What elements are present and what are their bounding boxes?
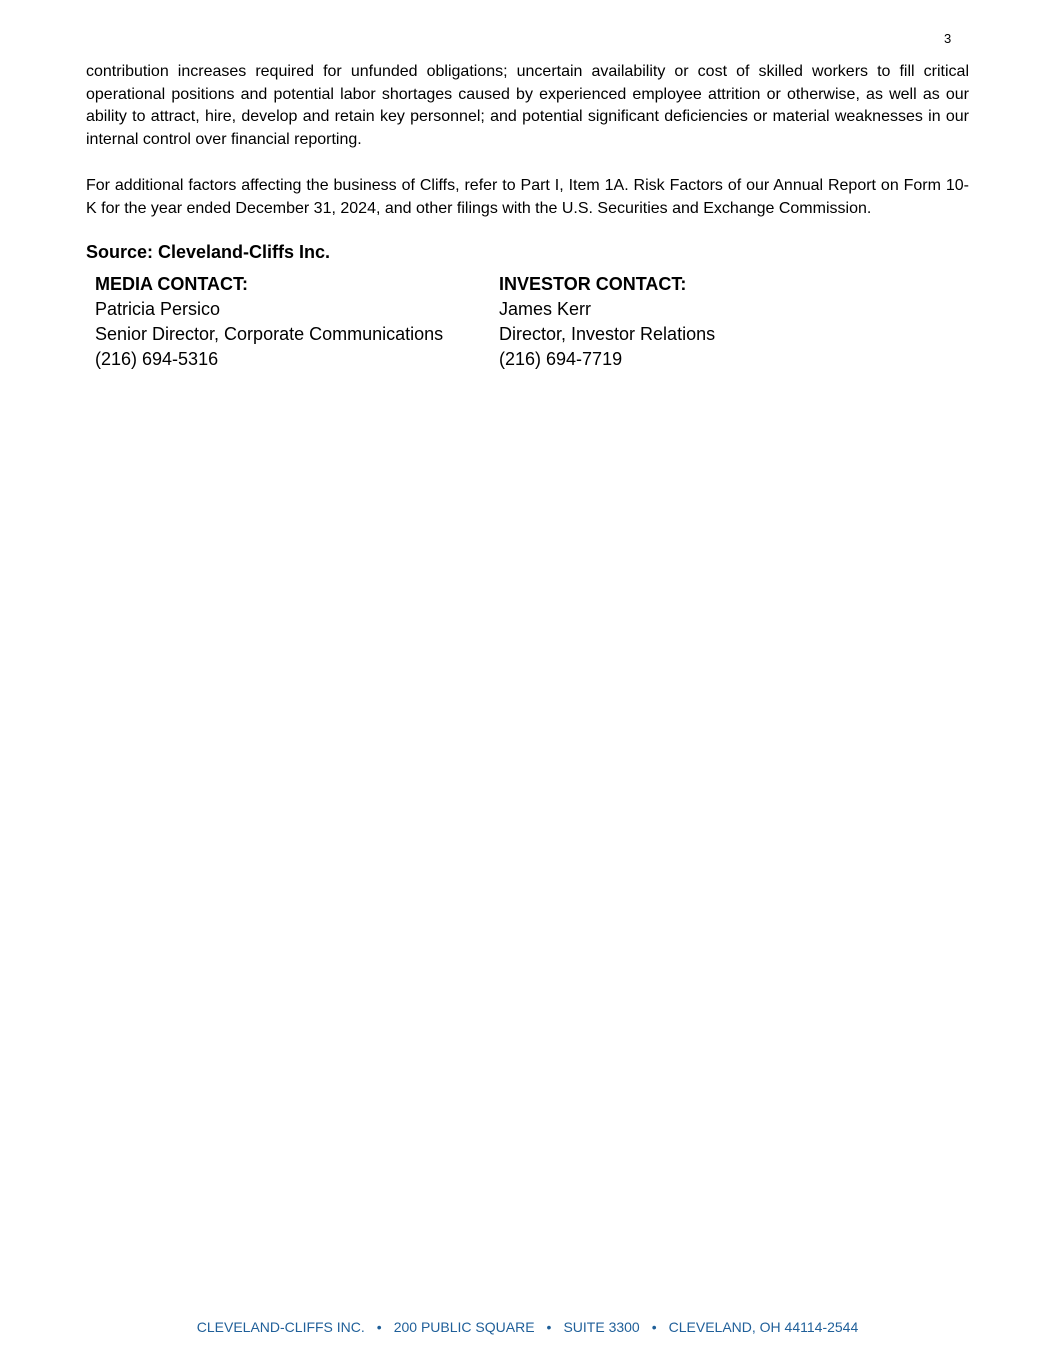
investor-contact (499, 272, 715, 372)
media-contact-title: Senior Director, Corporate Communications (95, 324, 444, 345)
media-contact-phone: (216) 694-5316 (95, 349, 219, 370)
investor-contact-title: Director, Investor Relations (499, 324, 716, 345)
additional-factors-paragraph: For additional factors affecting the business of Cliffs, refer to Part I, Item 1A. Risk Factors of our Annual Report on Form 10-K for the year ended December 31, 2024, and other filings with the U.S. Securities and Exchange Commission. (86, 176, 969, 217)
investor-contact-name: James Kerr (499, 299, 592, 320)
contacts-block (95, 272, 969, 372)
investor-contact-phone: (216) 694-7719 (499, 349, 623, 370)
footer-suite: SUITE 3300 (563, 1319, 640, 1335)
document-body (86, 61, 969, 372)
investor-contact-heading: INVESTOR CONTACT: (499, 274, 687, 295)
page-footer (0, 1318, 1055, 1336)
footer-separator: • (376, 1319, 382, 1335)
page-number: 3 (944, 31, 952, 46)
footer-separator: • (546, 1319, 552, 1335)
footer-city: CLEVELAND, OH 44114-2544 (668, 1319, 859, 1335)
media-contact (95, 272, 499, 372)
source-line: Source: Cleveland-Cliffs Inc. (86, 242, 331, 263)
media-contact-name: Patricia Persico (95, 299, 221, 320)
footer-separator: • (651, 1319, 657, 1335)
footer-company: CLEVELAND-CLIFFS INC. (196, 1319, 365, 1335)
risk-factors-paragraph: contribution increases required for unfunded obligations; uncertain availability or cost of skilled workers to fill critical operational positions and potential labor shortages caused by experienced employee attrition or otherwise, as well as our ability to attract, hire, develop and retain key personnel; and potential significant deficiencies or material weaknesses in our internal control over financial reporting. (86, 63, 969, 149)
footer-street: 200 PUBLIC SQUARE (393, 1319, 535, 1335)
media-contact-heading: MEDIA CONTACT: (95, 274, 248, 295)
